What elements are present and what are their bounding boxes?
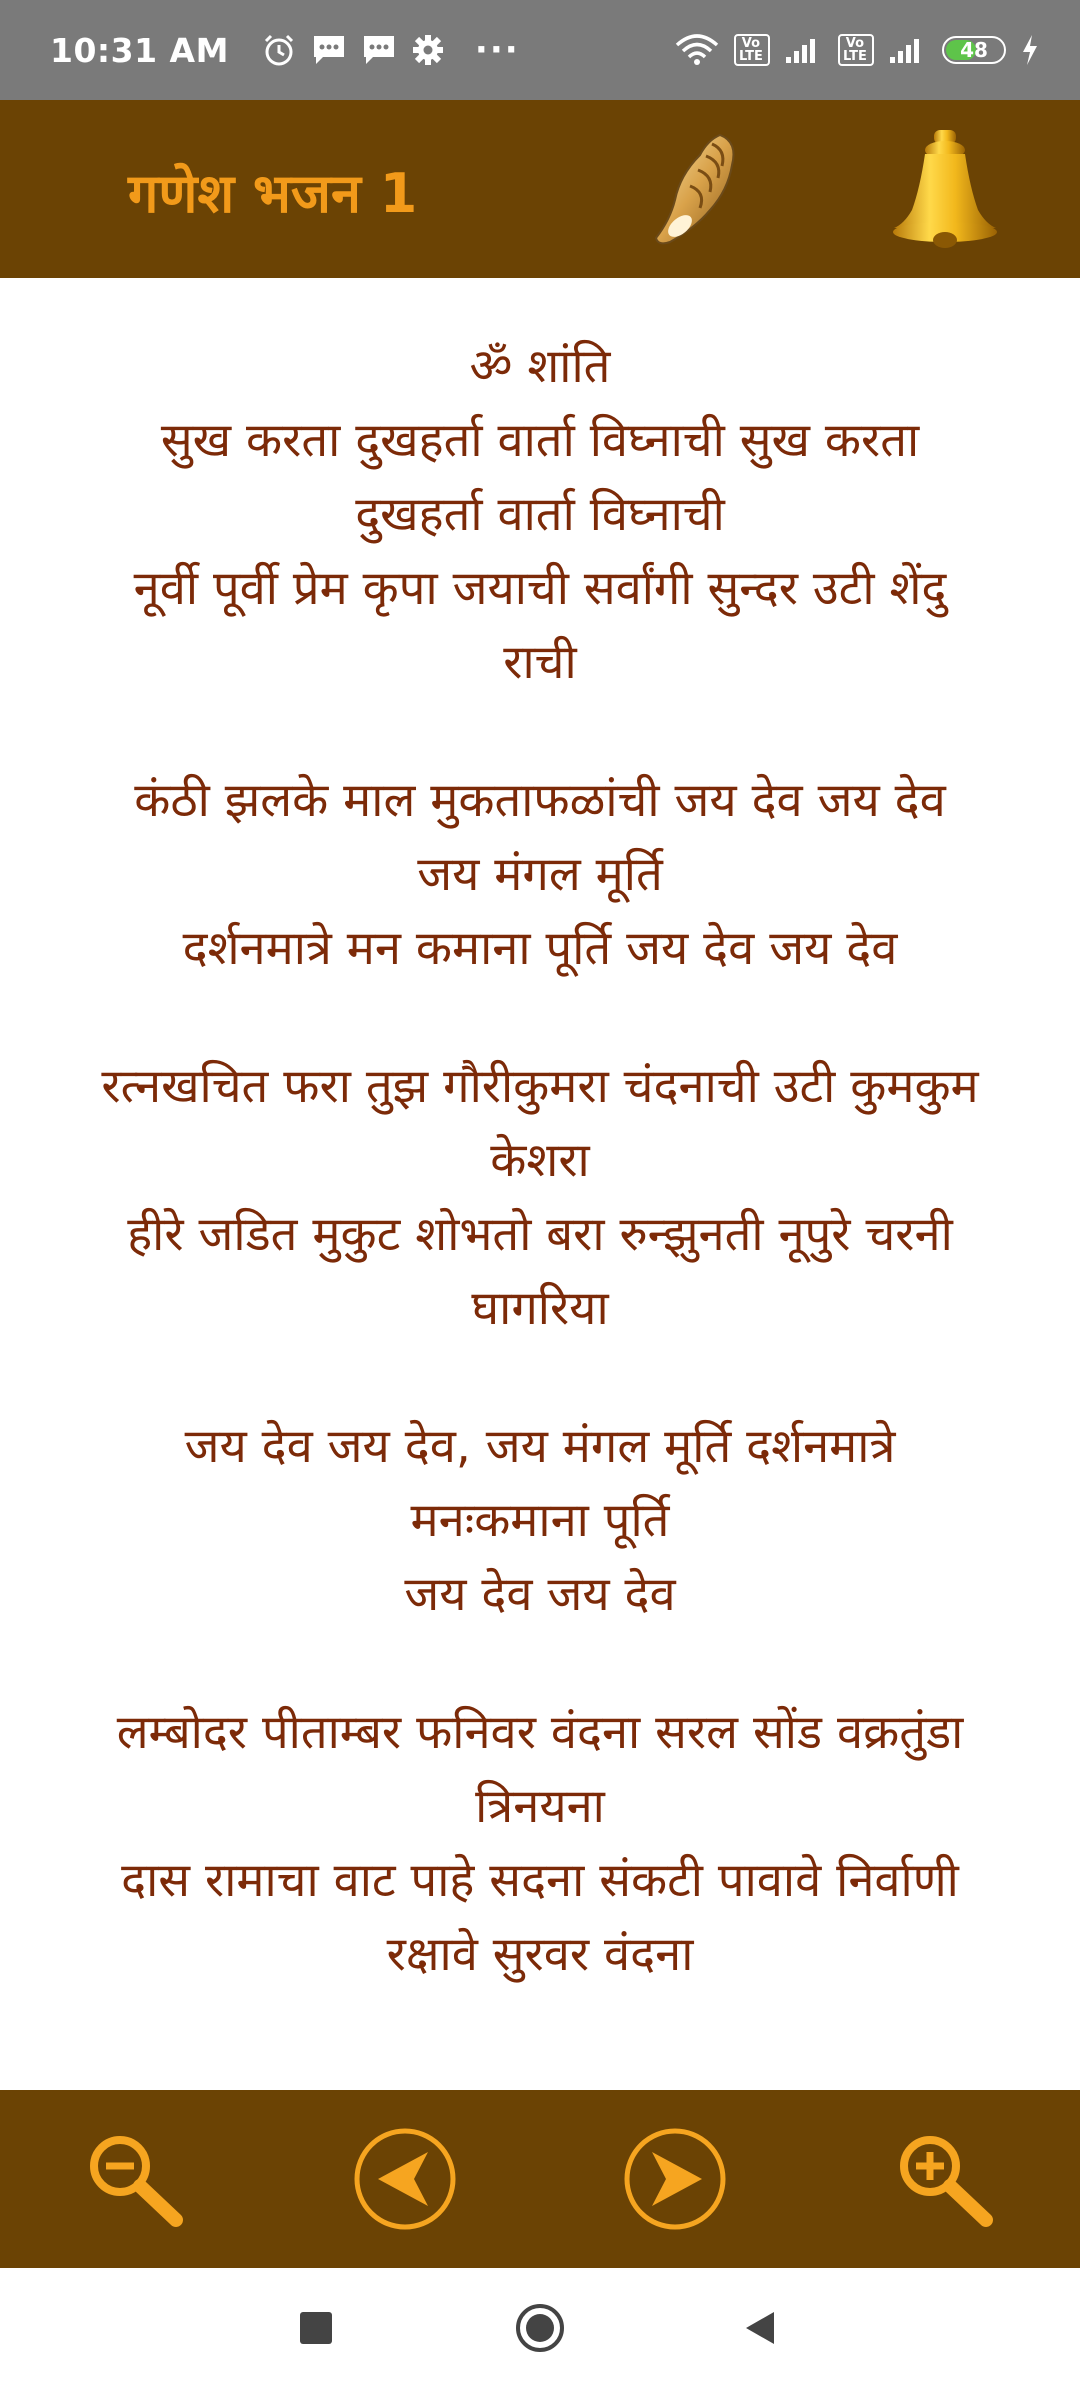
charging-bolt-icon [1020,34,1040,66]
more-notifications-icon: ··· [474,30,520,70]
lyrics-line: सुख करता दुखहर्ता वार्ता विघ्नाची सुख करता [160,413,920,468]
lyrics-line: लम्बोदर पीताम्बर फनिवर वंदना सरल सोंड वक्रतुंडा [116,1705,964,1760]
lyrics-line: जय देव जय देव [404,1567,676,1622]
signal-icon-2 [888,35,928,65]
lyrics-stanza [30,330,1050,700]
next-button[interactable] [620,2124,730,2234]
next-icon [620,2124,730,2234]
settings-gear-icon [411,33,445,67]
lyrics-line: मनःकमाना पूर्ति [410,1493,670,1548]
wifi-icon [674,33,720,67]
zoom-in-icon [890,2124,1000,2234]
message-icon-2 [361,33,397,67]
back-button[interactable] [740,2308,780,2352]
conch-icon[interactable] [650,130,745,254]
lyrics-line: नूर्वी पूर्वी प्रेम कृपा जयाची सर्वांगी सुन्दर उटी शेंदु [133,561,947,616]
recents-button[interactable] [296,2308,336,2352]
signal-icon-1 [784,35,824,65]
lyrics-line: हीरे जडित मुकुट शोभतो बरा रुन्झुनती नूपुरे चरनी [127,1207,953,1262]
battery-indicator [942,36,1006,64]
zoom-out-icon [80,2124,190,2234]
zoom-in-button[interactable] [890,2124,1000,2234]
lyrics-line: जय देव जय देव, जय मंगल मूर्ति दर्शनमात्रे [184,1419,896,1474]
lyrics-line: ॐ शांति [469,339,611,394]
bottom-toolbar [0,2090,1080,2268]
lyrics-stanza [30,764,1050,986]
status-bar [0,0,1080,100]
volte-badge-1: Vo LTE [734,34,770,66]
page-title: गणेश भजन 1 [128,162,418,225]
lyrics-stanza [30,1696,1050,1992]
lyrics-line: राची [503,635,577,690]
lyrics-line: जय मंगल मूर्ति [417,847,663,902]
lyrics-line: घागरिया [471,1281,609,1336]
lyrics-line: केशरा [490,1133,590,1188]
lyrics-stanza [30,1050,1050,1346]
lyrics-line: कंठी झलके माल मुकताफळांची जय देव जय देव [134,773,946,828]
lyrics-content[interactable] [30,330,1050,2070]
alarm-icon [261,32,297,68]
status-time: 10:31 AM [50,30,229,70]
home-circle-icon [514,2302,566,2354]
lyrics-line: दास रामाचा वाट पाहे सदना संकटी पावावे निर्वाणी [121,1853,959,1908]
bell-icon[interactable] [890,128,1000,257]
message-icon [311,33,347,67]
lyrics-line: त्रिनयना [475,1779,605,1834]
battery-level: 48 [960,38,988,62]
zoom-out-button[interactable] [80,2124,190,2234]
lyrics-line: दर्शनमात्रे मन कमाना पूर्ति जय देव जय देव [182,921,898,976]
app-bar [0,100,1080,278]
volte-badge-2: Vo LTE [838,34,874,66]
lyrics-line: दुखहर्ता वार्ता विघ्नाची [355,487,725,542]
home-button[interactable] [514,2302,566,2358]
previous-icon [350,2124,460,2234]
lyrics-line: रक्षावे सुरवर वंदना [386,1927,694,1982]
lyrics-stanza [30,1410,1050,1632]
back-triangle-icon [740,2308,780,2348]
lyrics-line: रत्नखचित फरा तुझ गौरीकुमरा चंदनाची उटी कुमकुम [101,1059,979,1114]
previous-button[interactable] [350,2124,460,2234]
square-recents-icon [296,2308,336,2348]
system-nav-bar [0,2268,1080,2400]
